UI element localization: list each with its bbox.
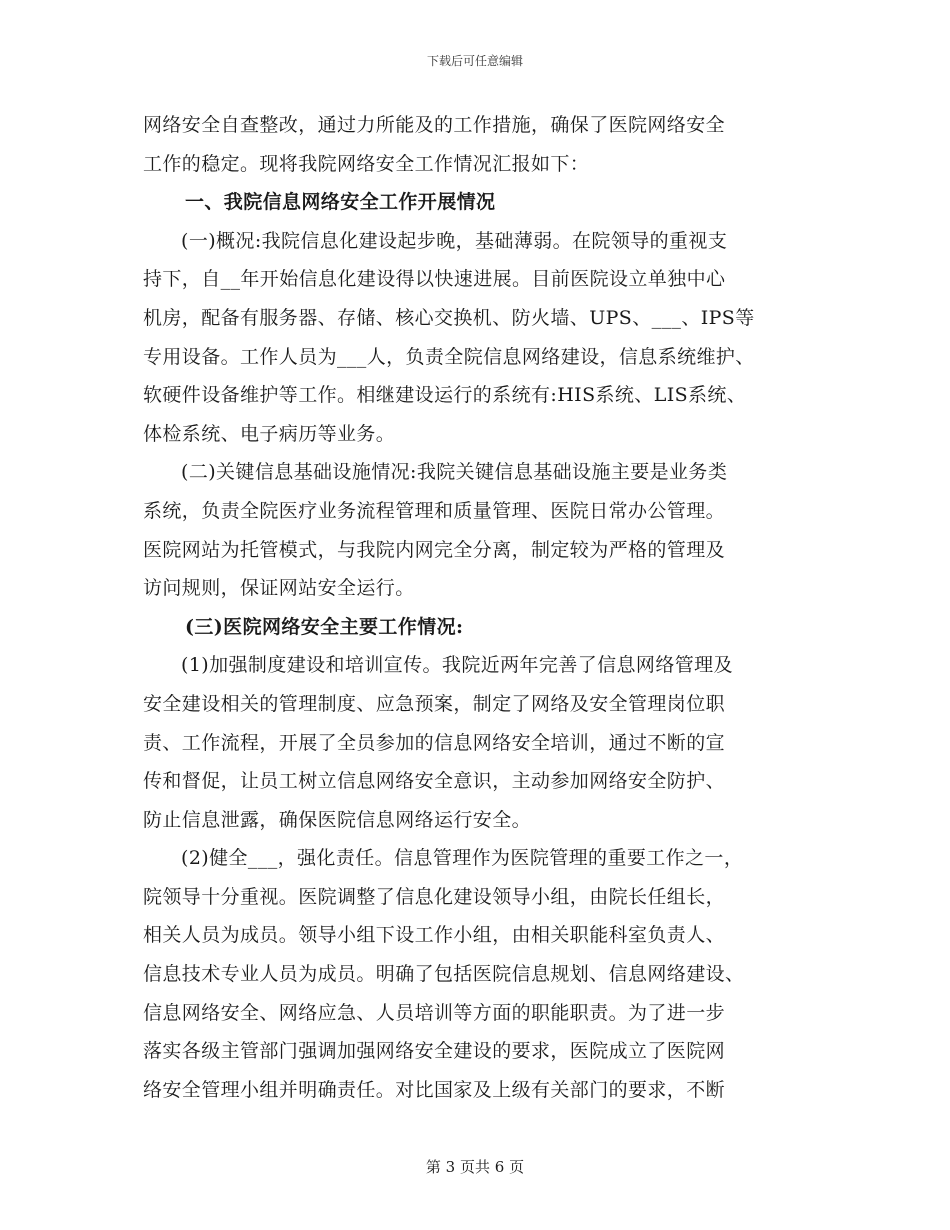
paragraph-start: (2)健全___，强化责任。信息管理作为医院管理的重要工作之一， <box>181 847 744 870</box>
text-line: 传和督促，让员工树立信息网络安全意识，主动参加网络安全防护、 <box>143 770 726 793</box>
text-line: 软硬件设备维护等工作。相继建设运行的系统有:HIS系统、LIS系统、 <box>143 384 747 407</box>
paragraph-start: (二)关键信息基础设施情况:我院关键信息基础设施主要是业务类 <box>181 461 728 484</box>
text-line: 工作的稳定。现将我院网络安全工作情况汇报如下： <box>143 152 590 175</box>
text-line: 网络安全自查整改，通过力所能及的工作措施，确保了医院网络安全 <box>143 114 726 136</box>
paragraph-start: (1)加强制度建设和培训宣传。我院近两年完善了信息网络管理及 <box>181 654 733 677</box>
text-line: 络安全管理小组并明确责任。对比国家及上级有关部门的要求，不断 <box>143 1078 726 1101</box>
subsection-heading: (三)医院网络安全主要工作情况: <box>185 615 464 638</box>
text-line: 机房，配备有服务器、存储、核心交换机、防火墙、UPS、___、IPS等 <box>143 306 755 329</box>
text-line: 专用设备。工作人员为___人，负责全院信息网络建设，信息系统维护、 <box>143 345 755 368</box>
text-line: 访问规则，保证网站安全运行。 <box>143 577 415 600</box>
document-body <box>143 106 813 1109</box>
page-footer: 第 3 页共 6 页 <box>425 1158 525 1176</box>
text-line: 医院网站为托管模式，与我院内网完全分离，制定较为严格的管理及 <box>143 538 726 561</box>
section-heading: 一、我院信息网络安全工作开展情况 <box>185 191 496 214</box>
text-line: 体检系统、电子病历等业务。 <box>143 422 396 445</box>
text-line: 持下，自__年开始信息化建设得以快速进展。目前医院设立单独中心 <box>143 268 726 291</box>
text-line: 信息网络安全、网络应急、人员培训等方面的职能职责。为了进一步 <box>143 1001 726 1024</box>
text-line: 安全建设相关的管理制度、应急预案，制定了网络及安全管理岗位职 <box>143 692 726 715</box>
page-header: 下载后可任意编辑 <box>426 54 523 68</box>
text-line: 防止信息泄露，确保医院信息网络运行安全。 <box>143 808 532 831</box>
text-line: 相关人员为成员。领导小组下设工作小组，由相关职能科室负责人、 <box>143 924 726 947</box>
paragraph-start: (一)概况:我院信息化建设起步晚，基础薄弱。在院领导的重视支 <box>181 229 728 252</box>
text-line: 信息技术专业人员为成员。明确了包括医院信息规划、信息网络建设、 <box>143 963 745 986</box>
text-line: 院领导十分重视。医院调整了信息化建设领导小组，由院长任组长， <box>143 885 726 908</box>
text-line: 落实各级主管部门强调加强网络安全建设的要求，医院成立了医院网 <box>143 1040 726 1063</box>
text-line: 责、工作流程，开展了全员参加的信息网络安全培训，通过不断的宣 <box>143 731 726 754</box>
text-line: 系统，负责全院医疗业务流程管理和质量管理、医院日常办公管理。 <box>143 499 726 522</box>
